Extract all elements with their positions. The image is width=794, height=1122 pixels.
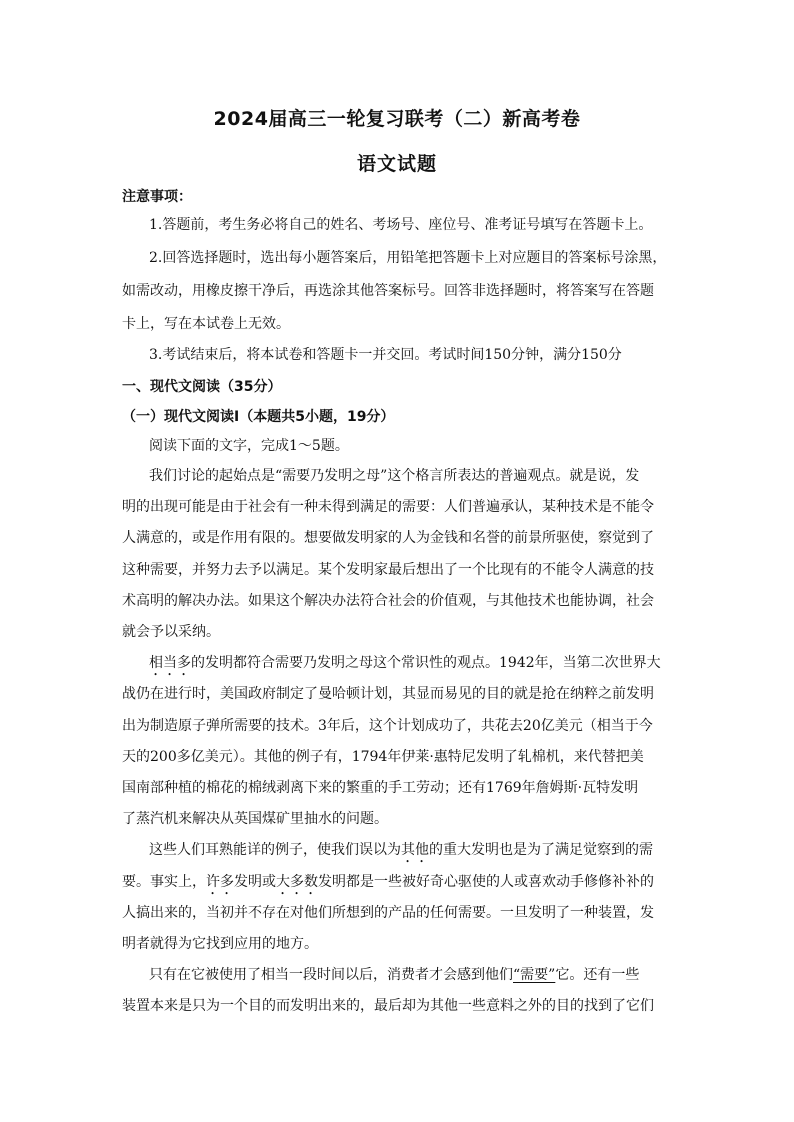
underlined-phrase: “需要”: [513, 967, 556, 983]
emphasized-phrase: 许多: [206, 874, 234, 890]
subject-title: 语文试题: [356, 153, 437, 175]
notice-item: 1.答题前，考生务必将自己的姓名、考场号、座位号、准考证号填写在答题卡上。: [149, 217, 653, 233]
passage-line: 这些人们耳熟能详的例子，使我们误以为其他的重大发明也是为了满足觉察到的需: [149, 842, 653, 858]
passage-line: 装置本来是只为一个目的而发明出来的，最后却为其他一些意料之外的目的找到了它们: [122, 998, 654, 1014]
section-title: 一、现代文阅读（35分）: [122, 379, 282, 395]
passage-line: 出为制造原子弹所需要的技术。3年后，这个计划成功了，共花去20亿美元（相当于今: [122, 718, 653, 734]
notice-heading: 注意事项：: [122, 189, 192, 205]
passage-line: 就会予以采纳。: [122, 624, 220, 640]
emphasized-phrase: 其他: [401, 842, 429, 858]
passage-line: 只有在它被使用了相当一段时间以后，消费者才会感到他们“需要”它。还有一些: [149, 967, 640, 983]
passage-line: 我们讨论的起始点是“需要乃发明之母”这个格言所表达的普遍观点。就是说，发: [149, 468, 640, 484]
instruction-text: 阅读下面的文字，完成1～5题。: [149, 438, 349, 454]
passage-line: 战仍在进行时，美国政府制定了曼哈顿计划，其显而易见的目的就是抢在纳粹之前发明: [122, 686, 654, 702]
notice-item: 如需改动，用橡皮擦干净后，再选涂其他答案标号。回答非选择题时，将答案写在答题: [122, 283, 654, 299]
subsection-title: （一）现代文阅读Ⅰ（本题共5小题，19分）: [122, 409, 395, 425]
passage-line: 国南部种植的棉花的棉绒剥离下来的繁重的手工劳动；还有1769年詹姆斯·瓦特发明: [122, 780, 639, 796]
passage-line: 相当多的发明都符合需要乃发明之母这个常识性的观点。1942年，当第二次世界大: [149, 655, 661, 671]
emphasized-phrase: 大多数: [276, 874, 318, 890]
passage-line: 了蒸汽机来解决从英国煤矿里抽水的问题。: [122, 811, 388, 827]
passage-line: 明者就得为它找到应用的地方。: [122, 936, 318, 952]
notice-item: 3.考试结束后，将本试卷和答题卡一并交回。考试时间150分钟，满分150分: [149, 347, 622, 363]
passage-line: 明的出现可能是由于社会有一种未得到满足的需要：人们普遍承认，某种技术是不能令: [122, 499, 654, 515]
notice-item: 2.回答选择题时，选出每小题答案后，用铅笔把答题卡上对应题目的答案标号涂黑，: [149, 250, 667, 266]
passage-line: 要。事实上，许多发明或大多数发明都是一些被好奇心驱使的人或喜欢动手修修补补的: [122, 874, 654, 890]
passage-line: 天的200多亿美元）。其他的例子有，1794年伊莱·惠特尼发明了轧棉机，来代替把美: [122, 749, 644, 765]
passage-line: 术高明的解决办法。如果这个解决办法符合社会的价值观，与其他技术也能协调，社会: [122, 593, 654, 609]
passage-line: 人满意的，或是作用有限的。想要做发明家的人为金钱和名誉的前景所驱使，察觉到了: [122, 530, 654, 546]
notice-item: 卡上，写在本试卷上无效。: [122, 316, 290, 332]
passage-line: 这种需要，并努力去予以满足。某个发明家最后想出了一个比现有的不能令人满意的技: [122, 562, 654, 578]
exam-title: 2024届高三一轮复习联考（二）新高考卷: [213, 108, 581, 130]
emphasized-phrase: 相当多: [149, 655, 191, 671]
passage-line: 人搞出来的，当初并不存在对他们所想到的产品的任何需要。一旦发明了一种装置，发: [122, 905, 654, 921]
